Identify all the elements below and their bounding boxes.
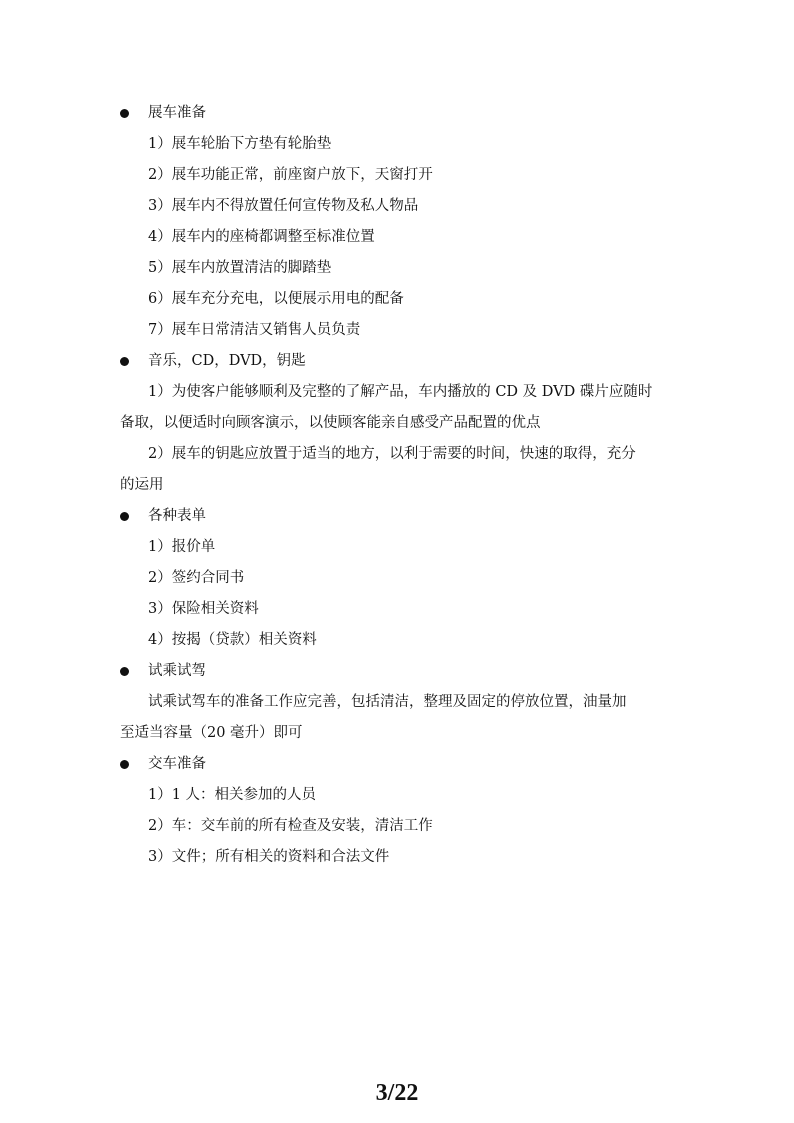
section-heading bbox=[120, 749, 700, 780]
list-item: 2）签约合同书 bbox=[148, 570, 245, 586]
list-item: 4）按揭（贷款）相关资料 bbox=[148, 632, 317, 648]
bullet-icon bbox=[120, 109, 129, 118]
section-heading bbox=[120, 501, 700, 532]
heading-text: 试乘试驾 bbox=[148, 663, 206, 679]
list-item: 3）文件；所有相关的资料和合法文件 bbox=[148, 849, 390, 865]
bullet-icon bbox=[120, 512, 129, 521]
list-item: 5）展车内放置清洁的脚踏垫 bbox=[148, 260, 332, 276]
page-number: 3/22 bbox=[375, 1080, 419, 1106]
list-item: 7）展车日常清洁又销售人员负责 bbox=[148, 322, 361, 338]
paragraph-line: 试乘试驾车的准备工作应完善，包括清洁，整理及固定的停放位置，油量加 bbox=[148, 694, 627, 710]
heading-text: 各种表单 bbox=[148, 508, 206, 524]
bullet-icon bbox=[120, 760, 129, 769]
paragraph-line: 至适当容量（20 毫升）即可 bbox=[120, 725, 303, 741]
paragraph-line: 的运用 bbox=[120, 477, 164, 493]
heading-text: 音乐，CD，DVD，钥匙 bbox=[148, 353, 306, 369]
paragraph bbox=[120, 377, 700, 439]
heading-text: 交车准备 bbox=[148, 756, 206, 772]
list-item: 1）1 人：相关参加的人员 bbox=[148, 787, 317, 803]
list-item: 6）展车充分充电，以便展示用电的配备 bbox=[148, 291, 404, 307]
list-item: 1）展车轮胎下方垫有轮胎垫 bbox=[148, 136, 332, 152]
section-heading bbox=[120, 346, 700, 377]
paragraph-line: 2）展车的钥匙应放置于适当的地方，以利于需要的时间，快速的取得，充分 bbox=[148, 446, 636, 462]
paragraph bbox=[120, 687, 700, 749]
paragraph bbox=[120, 439, 700, 501]
list-item: 3）保险相关资料 bbox=[148, 601, 259, 617]
section-heading bbox=[120, 98, 700, 129]
list-item: 4）展车内的座椅都调整至标准位置 bbox=[148, 229, 375, 245]
heading-text: 展车准备 bbox=[148, 105, 206, 121]
document-body bbox=[120, 98, 700, 873]
paragraph-line: 1）为使客户能够顺利及完整的了解产品，车内播放的 CD 及 DVD 碟片应随时 bbox=[148, 384, 653, 400]
list-item: 3）展车内不得放置任何宣传物及私人物品 bbox=[148, 198, 419, 214]
paragraph-line: 备取，以便适时向顾客演示，以使顾客能亲自感受产品配置的优点 bbox=[120, 415, 541, 431]
bullet-icon bbox=[120, 357, 129, 366]
section-heading bbox=[120, 656, 700, 687]
list-item: 2）车：交车前的所有检查及安装，清洁工作 bbox=[148, 818, 433, 834]
bullet-icon bbox=[120, 667, 129, 676]
list-item: 1）报价单 bbox=[148, 539, 216, 555]
list-item: 2）展车功能正常，前座窗户放下，天窗打开 bbox=[148, 167, 433, 183]
